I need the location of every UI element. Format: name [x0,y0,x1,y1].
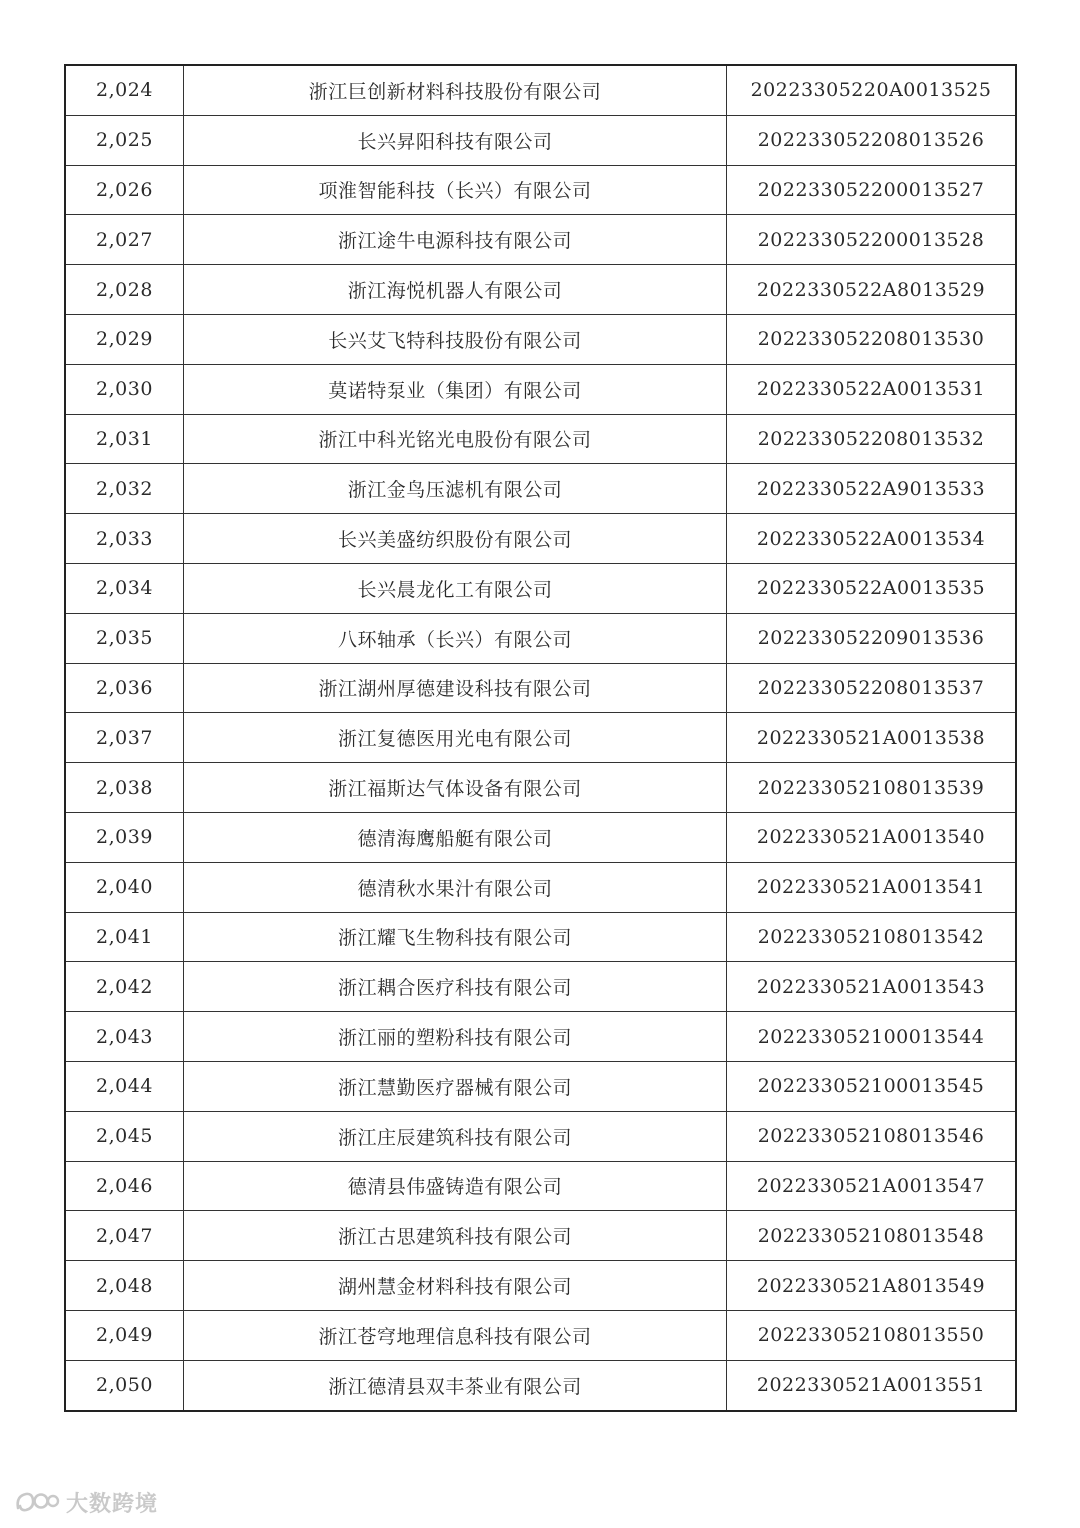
table-row [65,1360,1016,1410]
registration-code-cell: 202233052208013532 [727,414,1017,464]
table-row [65,663,1016,713]
registration-code-cell: 2022330522A0013534 [727,514,1017,564]
company-name-cell: 浙江古思建筑科技有限公司 [184,1211,727,1261]
company-name-cell: 德清海鹰船艇有限公司 [184,812,727,862]
table-row [65,1061,1016,1111]
row-number-cell: 2,035 [65,613,184,663]
row-number-cell: 2,047 [65,1211,184,1261]
row-number-cell: 2,024 [65,65,184,115]
row-number-cell: 2,046 [65,1161,184,1211]
company-name-cell: 八环轴承（长兴）有限公司 [184,613,727,663]
company-name-cell: 浙江巨创新材料科技股份有限公司 [184,65,727,115]
company-name-cell: 项淮智能科技（长兴）有限公司 [184,165,727,215]
table-row [65,265,1016,315]
row-number-cell: 2,030 [65,364,184,414]
table-row [65,713,1016,763]
company-name-cell: 浙江湖州厚德建设科技有限公司 [184,663,727,713]
company-name-cell: 浙江中科光铭光电股份有限公司 [184,414,727,464]
row-number-cell: 2,049 [65,1310,184,1360]
table-row [65,763,1016,813]
row-number-cell: 2,028 [65,265,184,315]
registration-code-cell: 2022330521A0013540 [727,812,1017,862]
company-name-cell: 浙江耦合医疗科技有限公司 [184,962,727,1012]
registration-code-cell: 2022330522A0013531 [727,364,1017,414]
table-row [65,1310,1016,1360]
registration-code-cell: 202233052108013550 [727,1310,1017,1360]
registration-code-cell: 2022330521A8013549 [727,1261,1017,1311]
registration-code-cell: 2022330521A0013541 [727,862,1017,912]
table-row [65,812,1016,862]
registration-code-cell: 2022330521A0013543 [727,962,1017,1012]
row-number-cell: 2,042 [65,962,184,1012]
table-row [65,115,1016,165]
company-name-cell: 德清县伟盛铸造有限公司 [184,1161,727,1211]
company-name-cell: 湖州慧金材料科技有限公司 [184,1261,727,1311]
registration-code-cell: 202233052208013537 [727,663,1017,713]
table-row [65,1111,1016,1161]
table-row [65,962,1016,1012]
registration-code-cell: 202233052209013536 [727,613,1017,663]
registration-code-cell: 2022330522A8013529 [727,265,1017,315]
row-number-cell: 2,044 [65,1061,184,1111]
registration-code-cell: 202233052200013527 [727,165,1017,215]
table-row [65,65,1016,115]
row-number-cell: 2,040 [65,862,184,912]
registration-code-cell: 2022330522A9013533 [727,464,1017,514]
registration-code-cell: 2022330521A0013547 [727,1161,1017,1211]
table-row [65,563,1016,613]
table-row [65,613,1016,663]
registration-code-cell: 202233052108013546 [727,1111,1017,1161]
table-row [65,912,1016,962]
registration-code-cell: 202233052100013545 [727,1061,1017,1111]
row-number-cell: 2,050 [65,1360,184,1410]
row-number-cell: 2,032 [65,464,184,514]
registration-code-cell: 2022330521A0013551 [727,1360,1017,1410]
table-row [65,514,1016,564]
registration-code-cell: 202233052108013542 [727,912,1017,962]
row-number-cell: 2,031 [65,414,184,464]
company-name-cell: 浙江慧勤医疗器械有限公司 [184,1061,727,1111]
company-list-table [64,64,1017,1412]
registration-code-cell: 202233052108013539 [727,763,1017,813]
watermark [12,1482,158,1522]
registration-code-cell: 20223305220A0013525 [727,65,1017,115]
row-number-cell: 2,045 [65,1111,184,1161]
registration-code-cell: 202233052208013526 [727,115,1017,165]
table-row [65,314,1016,364]
company-name-cell: 德清秋水果汁有限公司 [184,862,727,912]
row-number-cell: 2,026 [65,165,184,215]
company-name-cell: 长兴昇阳科技有限公司 [184,115,727,165]
table-row [65,165,1016,215]
company-name-cell: 浙江耀飞生物科技有限公司 [184,912,727,962]
row-number-cell: 2,039 [65,812,184,862]
registration-code-cell: 2022330521A0013538 [727,713,1017,763]
company-name-cell: 长兴晨龙化工有限公司 [184,563,727,613]
watermark-logo-icon [12,1486,60,1518]
company-name-cell: 浙江福斯达气体设备有限公司 [184,763,727,813]
company-name-cell: 长兴美盛纺织股份有限公司 [184,514,727,564]
company-name-cell: 长兴艾飞特科技股份有限公司 [184,314,727,364]
registration-code-cell: 202233052108013548 [727,1211,1017,1261]
table-row [65,1211,1016,1261]
table-body [65,65,1016,1411]
registration-code-cell: 202233052100013544 [727,1012,1017,1062]
company-name-cell: 浙江金鸟压滤机有限公司 [184,464,727,514]
watermark-text: 大数跨境 [66,1491,159,1517]
row-number-cell: 2,048 [65,1261,184,1311]
row-number-cell: 2,025 [65,115,184,165]
company-name-cell: 浙江丽的塑粉科技有限公司 [184,1012,727,1062]
row-number-cell: 2,037 [65,713,184,763]
company-name-cell: 浙江苍穹地理信息科技有限公司 [184,1310,727,1360]
row-number-cell: 2,029 [65,314,184,364]
table-row [65,1261,1016,1311]
row-number-cell: 2,027 [65,215,184,265]
table-row [65,1161,1016,1211]
company-name-cell: 浙江复德医用光电有限公司 [184,713,727,763]
company-name-cell: 浙江途牛电源科技有限公司 [184,215,727,265]
registration-code-cell: 202233052200013528 [727,215,1017,265]
row-number-cell: 2,033 [65,514,184,564]
row-number-cell: 2,034 [65,563,184,613]
registration-code-cell: 2022330522A0013535 [727,563,1017,613]
company-name-cell: 莫诺特泵业（集团）有限公司 [184,364,727,414]
row-number-cell: 2,036 [65,663,184,713]
registration-code-cell: 202233052208013530 [727,314,1017,364]
row-number-cell: 2,038 [65,763,184,813]
company-name-cell: 浙江海悦机器人有限公司 [184,265,727,315]
table-row [65,1012,1016,1062]
table-row [65,464,1016,514]
table-row [65,215,1016,265]
table-row [65,414,1016,464]
company-name-cell: 浙江庄辰建筑科技有限公司 [184,1111,727,1161]
table-row [65,862,1016,912]
row-number-cell: 2,043 [65,1012,184,1062]
table-row [65,364,1016,414]
company-name-cell: 浙江德清县双丰茶业有限公司 [184,1360,727,1410]
row-number-cell: 2,041 [65,912,184,962]
